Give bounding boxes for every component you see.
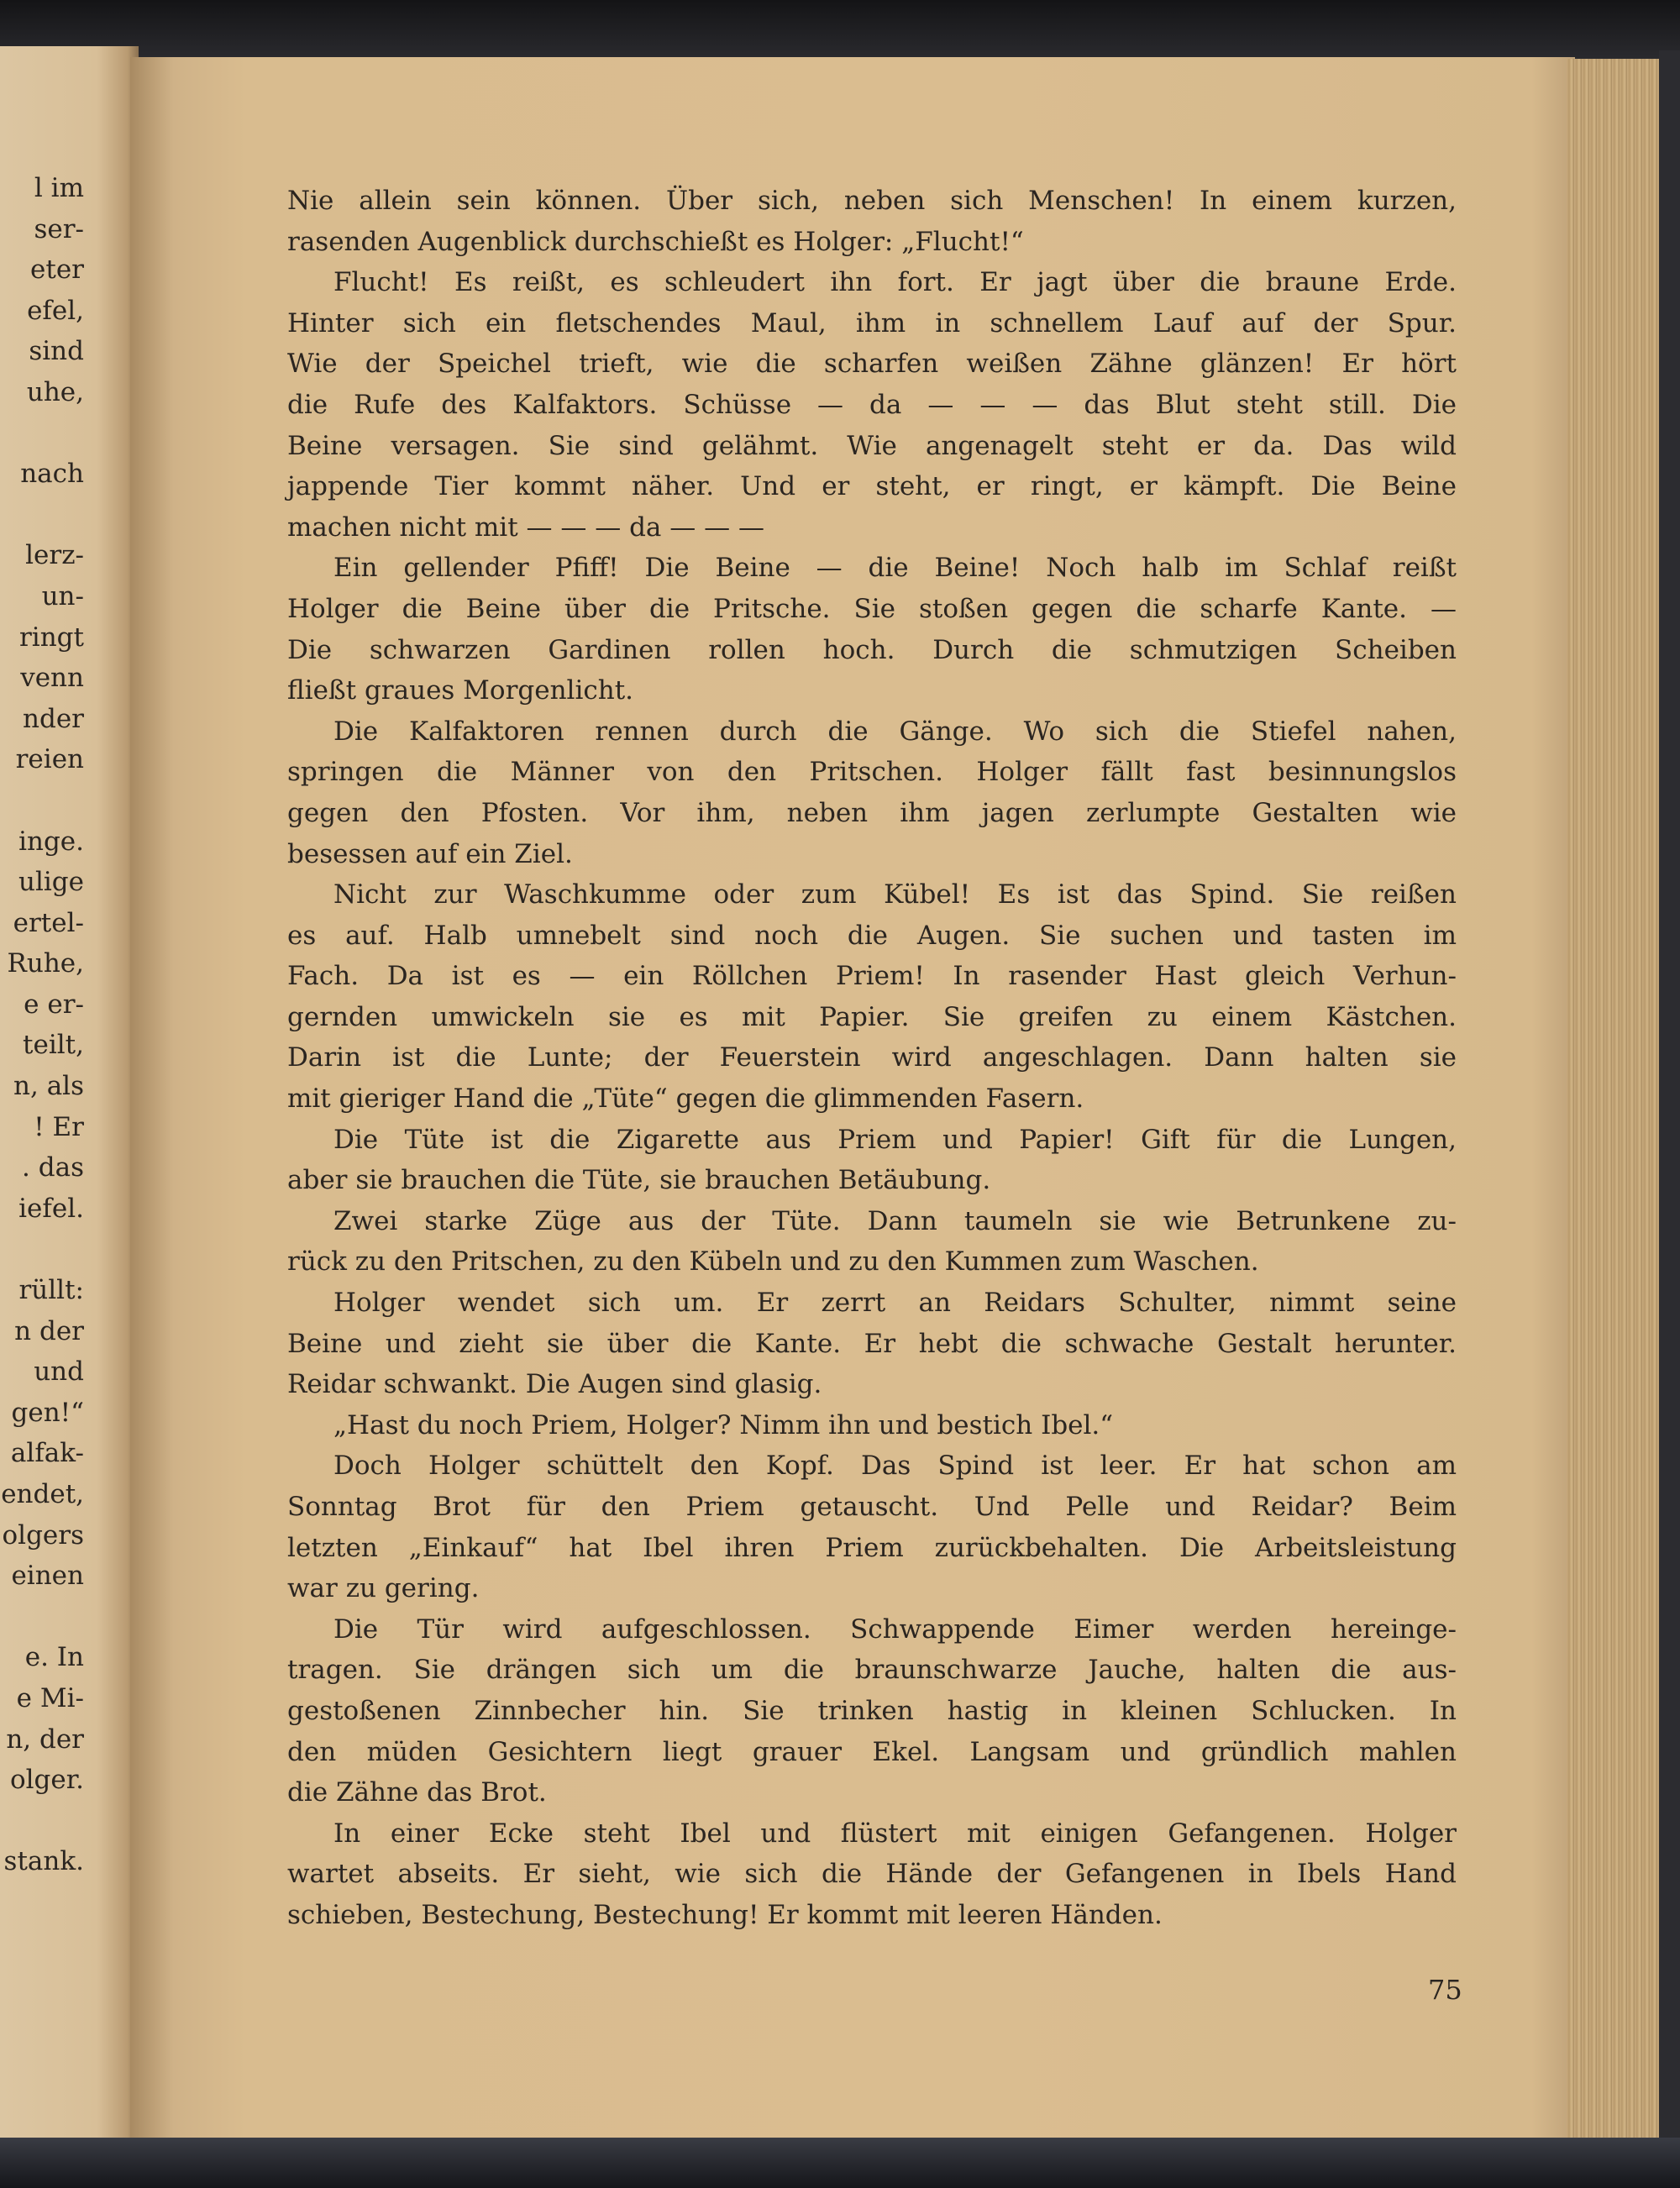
left-page-line [0, 535, 84, 576]
text-line: Darin ist die Lunte; der Feuerstein wird angeschlagen. Dann halten sie [287, 1042, 1457, 1073]
text-line: schieben, Bestechung, Bestechung! Er kommt mit leeren Händen. [287, 1899, 1163, 1930]
left-page-line [0, 699, 84, 740]
scan-background-bottom [0, 2138, 1680, 2188]
text-line: Doch Holger schüttelt den Kopf. Das Spind ist leer. Er hat schon am [333, 1451, 1457, 1482]
left-page-line-text: l im [34, 173, 84, 203]
text-line: Sonntag Brot für den Priem getauscht. Und Pelle und Reidar? Beim [287, 1492, 1457, 1522]
left-page-line [0, 1107, 84, 1148]
text-line: Beine und zieht sie über die Kante. Er hebt die schwache Gestalt herunter. [287, 1328, 1457, 1359]
left-page-line [0, 1597, 84, 1638]
left-page-line-text: iefel. [18, 1193, 84, 1224]
left-page-line-text: inge. [18, 826, 84, 857]
left-page-line [0, 1066, 84, 1107]
paragraph [287, 711, 1457, 874]
text-line: jappende Tier kommt näher. Und er steht, er ringt, er kämpft. Die Beine [287, 471, 1457, 502]
left-page-line [0, 331, 84, 372]
text-line: den müden Gesichtern liegt grauer Ekel. Langsam und gründlich mahlen [287, 1736, 1457, 1767]
text-line: wartet abseits. Er sieht, wie sich die Hände der Gefangenen in Ibels Hand [287, 1859, 1457, 1890]
left-page-line [0, 1270, 84, 1311]
left-page-line [0, 903, 84, 944]
scan-background-top [0, 0, 1680, 59]
left-page-line [0, 739, 84, 780]
text-line: tragen. Sie drängen sich um die braunschwarze Jauche, halten die aus- [287, 1655, 1457, 1686]
text-line: springen die Männer von den Pritschen. Holger fällt fast besinnungslos [287, 757, 1457, 788]
left-page-line [0, 1351, 84, 1393]
text-line: rasenden Augenblick durchschießt es Holger: „Flucht!“ [287, 226, 1024, 257]
body-text [287, 181, 1457, 1936]
left-page-line [0, 1025, 84, 1066]
left-page-line-text: eter [30, 254, 84, 286]
paragraph [287, 1813, 1457, 1936]
left-page-line-text: n, der [6, 1724, 84, 1755]
text-line: Die Kalfaktoren rennen durch die Gänge. Wo sich die Stiefel nahen, [333, 716, 1457, 747]
left-page-line-text: nach [20, 459, 84, 490]
text-line: es auf. Halb umnebelt sind noch die Augen. Sie suchen und tasten im [287, 920, 1457, 951]
left-page-line-text: olger. [9, 1765, 84, 1796]
left-page-line [0, 168, 84, 209]
left-page-line-text: reien [15, 744, 84, 775]
paragraph [287, 1609, 1457, 1813]
text-line: Hinter sich ein fletschendes Maul, ihm in schnellem Lauf auf der Spur. [287, 307, 1457, 338]
left-page-line-text: e Mi- [16, 1682, 84, 1713]
paragraph [287, 1120, 1457, 1201]
left-page-line [0, 413, 84, 454]
text-line: Reidar schwankt. Die Augen sind glasig. [287, 1369, 822, 1400]
left-page-line-text: n der [14, 1315, 84, 1346]
left-page-line [0, 454, 84, 495]
left-page-line-text: ser- [34, 213, 84, 244]
text-line: Zwei starke Züge aus der Tüte. Dann taumeln sie wie Betrunkene zu- [333, 1205, 1457, 1236]
text-line: In einer Ecke steht Ibel und flüstert mit einigen Gefangenen. Holger [333, 1818, 1457, 1849]
left-page-line [0, 862, 84, 903]
text-line: Flucht! Es reißt, es schleudert ihn fort. Er jagt über die braune Erde. [333, 267, 1457, 298]
text-line: fließt graues Morgenlicht. [287, 675, 634, 706]
text-line: mit gieriger Hand die „Tüte“ gegen die glimmenden Fasern. [287, 1084, 1084, 1115]
text-line: Die Tür wird aufgeschlossen. Schwappende Eimer werden hereinge- [333, 1613, 1457, 1645]
left-page-line [0, 617, 84, 658]
left-page-line [0, 658, 84, 699]
left-page-line-text: n, als [13, 1071, 84, 1102]
paragraph [287, 1446, 1457, 1608]
left-page-line [0, 1637, 84, 1678]
text-line: rück zu den Pritschen, zu den Kübeln und zu den Kummen zum Waschen. [287, 1246, 1259, 1278]
text-line: Beine versagen. Sie sind gelähmt. Wie angenagelt steht er da. Das wild [287, 430, 1457, 461]
left-page-line-text: nder [23, 703, 84, 734]
paragraph [287, 262, 1457, 548]
text-line: die Zähne das Brot. [287, 1777, 547, 1808]
book-cover-edge [1659, 50, 1680, 2150]
left-page-line [0, 291, 84, 332]
text-line: Fach. Da ist es — ein Röllchen Priem! In rasender Hast gleich Verhun- [287, 961, 1457, 992]
left-page-line-text: stank. [3, 1846, 84, 1877]
left-page-line [0, 1515, 84, 1556]
left-page-line [0, 1229, 84, 1270]
left-page-line [0, 1556, 84, 1597]
page-number: 75 [1428, 1974, 1462, 2006]
left-page-line [0, 1719, 84, 1760]
left-page-line-text: einen [11, 1561, 84, 1592]
paragraph [287, 1201, 1457, 1283]
left-page-line-text: venn [20, 663, 84, 694]
text-line: machen nicht mit — — — da — — — [287, 512, 764, 543]
text-line: gegen den Pfosten. Vor ihm, neben ihm jagen zerlumpte Gestalten wie [287, 797, 1457, 828]
left-page-line [0, 1433, 84, 1474]
left-page-line-text: gen!“ [11, 1397, 84, 1428]
left-page-line-text: lerz- [25, 540, 84, 571]
text-line: aber sie brauchen die Tüte, sie brauchen Betäubung. [287, 1165, 991, 1196]
left-page-line [0, 372, 84, 413]
text-line: Holger wendet sich um. Er zerrt an Reidars Schulter, nimmt seine [333, 1288, 1457, 1319]
paragraph [287, 1405, 1457, 1446]
text-line: Ein gellender Pfiff! Die Beine — die Beine! Noch halb im Schlaf reißt [333, 553, 1457, 584]
left-page-line-text: rüllt: [18, 1275, 84, 1306]
left-page-line [0, 1311, 84, 1352]
paragraph [287, 548, 1457, 711]
text-line: letzten „Einkauf“ hat Ibel ihren Priem zurückbehalten. Die Arbeitsleistung [287, 1532, 1457, 1563]
text-line: Nie allein sein können. Über sich, neben sich Menschen! In einem kurzen, [287, 186, 1457, 216]
left-page-line-text: ulige [18, 867, 84, 898]
text-line: besessen auf ein Ziel. [287, 838, 573, 869]
text-line: Die Tüte ist die Zigarette aus Priem und Papier! Gift für die Lungen, [333, 1124, 1457, 1155]
left-page-line [0, 1841, 84, 1882]
left-page-line [0, 821, 84, 863]
paragraph [287, 181, 1457, 262]
paragraph [287, 1283, 1457, 1405]
page-edges [1567, 59, 1661, 2142]
left-page-line [0, 1678, 84, 1719]
left-page-text-fragments [0, 168, 84, 1882]
left-page-line [0, 209, 84, 250]
left-page-line [0, 495, 84, 536]
left-page-line [0, 1147, 84, 1188]
left-page-line [0, 1801, 84, 1842]
left-page-line [0, 943, 84, 984]
left-page-line-text: ertel- [13, 907, 84, 938]
left-page-line [0, 576, 84, 617]
left-page-line [0, 249, 84, 291]
left-page-line [0, 984, 84, 1026]
left-page-line [0, 1188, 84, 1230]
left-page-line-text: olgers [2, 1519, 84, 1550]
left-page-line-text: e. In [24, 1642, 84, 1673]
left-page-line-text: un- [41, 580, 84, 611]
text-line: die Rufe des Kalfaktors. Schüsse — da — — — das Blut steht still. Die [287, 389, 1457, 420]
left-page-line-text: efel, [27, 295, 84, 326]
left-page-line [0, 1393, 84, 1434]
paragraph [287, 874, 1457, 1120]
left-page-line-text: endet, [1, 1479, 84, 1509]
text-line: Nicht zur Waschkumme oder zum Kübel! Es ist das Spind. Sie reißen [333, 879, 1457, 910]
left-page-line [0, 1474, 84, 1515]
left-page-line-text: ! Er [34, 1111, 84, 1142]
text-line: „Hast du noch Priem, Holger? Nimm ihn und bestich Ibel.“ [333, 1409, 1114, 1440]
text-line: gestoßenen Zinnbecher hin. Sie trinken hastig in kleinen Schlucken. In [287, 1695, 1457, 1726]
left-page-line-text: e er- [24, 989, 84, 1020]
left-page-line-text: sind [29, 336, 84, 367]
left-page-line [0, 780, 84, 821]
text-line: Wie der Speichel trieft, wie die scharfen weißen Zähne glänzen! Er hört [287, 349, 1457, 380]
text-line: Die schwarzen Gardinen rollen hoch. Durch die schmutzigen Scheiben [287, 634, 1457, 665]
left-page-line [0, 1760, 84, 1801]
left-page-line-text: und [34, 1356, 84, 1388]
left-page-line-text: teilt, [23, 1030, 84, 1061]
text-line: gernden umwickeln sie es mit Papier. Sie greifen zu einem Kästchen. [287, 1001, 1457, 1032]
left-page-line-text: alfak- [10, 1438, 84, 1469]
left-page-line-text: Ruhe, [7, 948, 84, 979]
left-page-line-text: ringt [18, 622, 84, 653]
left-page-line-text: uhe, [26, 376, 84, 407]
left-page-line-text: . das [22, 1152, 84, 1183]
text-line: Holger die Beine über die Pritsche. Sie stoßen gegen die scharfe Kante. — [287, 593, 1457, 624]
text-line: war zu gering. [287, 1573, 480, 1604]
